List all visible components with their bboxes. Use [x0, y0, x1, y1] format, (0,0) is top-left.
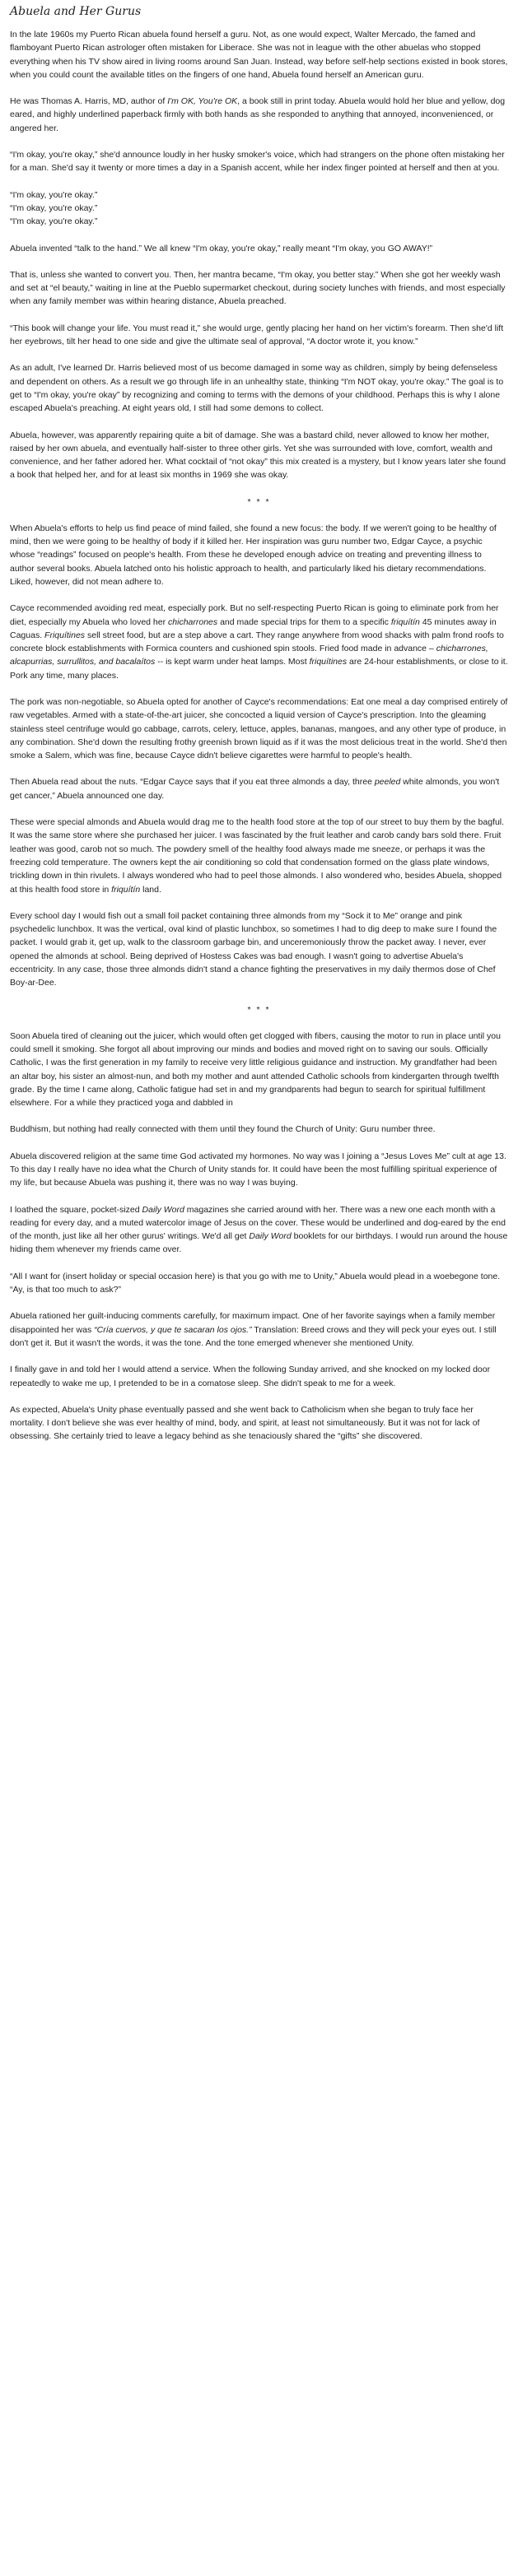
article-title: Abuela and Her Gurus: [10, 5, 142, 18]
italic-text: Friquítines: [44, 630, 86, 640]
paragraph: The pork was non-negotiable, so Abuela opted for another of Cayce's recommendations: Eat one meal a day comprised entirely of raw vegetables. Armed with a state-of-the-art juicer, she concocted a liquid version of Cayce's prescription. Into the gleaming stainless steel centrifuge would go cabbage, carrots, celery, lettuce, apples, bananas, mangoes, and any other type of produce, in any combination. She'd down the resulting frothy greenish brown liquid as if it was the most delicious treat in the world. She'd then smoke a Salem, which was fine, because Cayce didn't believe cigarettes were harmful to people's health.: [10, 696, 508, 761]
italic-text: chicharrones: [168, 616, 218, 627]
paragraph: Cayce recommended avoiding red meat, especially pork. But no self-respecting Puerto Rican is going to eliminate pork from her diet, especially my Abuela who loved her chicharrones and made special trips for them to a specific friquítín 45 minutes away in Caguas. Friquítines sell street food, but are a step above a cart. They range anywhere from wood shacks with palm frond roofs to concrete block establishments with Formica counters and cushioned spin stools. Fried food made in advance – chicharrones, alcapurrias, surrullitos, and bacalaítos -- is kept warm under heat lamps. Most friquítines are 24-hour establishments, or close to it. Pork any time, many places.: [10, 603, 508, 681]
paragraph: These were special almonds and Abuela would drag me to the health food store at the top of our street to buy them by the bagful. It was the same store where she purchased her juicer. I was fascinated by the fruit leather and carob candy bars sold there. Fruit leather was good, carob not so much. The powdery smell of the healthy food always made me sneeze, or perhaps it was the freezing cold temperature. The owners kept the air conditioning so cold that condensation formed on the glass plate windows, trickling down in thin rivulets. I always wondered who had to peel those almonds. I also wondered who, besides Abuela, shopped at this health food store in friquítín land.: [10, 817, 505, 895]
section-separator: * * *: [247, 496, 271, 507]
italic-text: peeled: [374, 777, 401, 788]
paragraph: Abuela rationed her guilt-inducing comments carefully, for maximum impact. One of her favorite sayings when a family member disappointed her was “Cría cuervos, y que te sacaran los ojos.” Translation: Breed crows and they will peck your eyes out. I still don't get it. But it wasn't the words, it was the tone. And the tone emerged whenever she mentioned Unity.: [10, 1311, 497, 1348]
paragraph: “I'm okay, you're okay.”: [10, 216, 98, 227]
paragraph: He was Thomas A. Harris, MD, author of I'm OK, You're OK, a book still in print today. Abuela would hold her blue and yellow, dog eared, and highly underlined paperback firmly with both hands as she responded to anything that annoyed, inconvenienced, or angered her.: [10, 96, 506, 133]
paragraph: When Abuela's efforts to help us find peace of mind failed, she found a new focus: the body. If we weren't going to be healthy of mind, then we were going to be healthy of body if it killed her. Her inspiration was guru number two, Edgar Cayce, a psychic whose “readings” focused on people's health. From these he developed enough advice on treating and preventing illness to author several books. Abuela latched onto his holistic approach to health, and particularly liked his dietary recommendations. Liked, however, did not mean adhere to.: [10, 523, 497, 587]
paragraph: “All I want for (insert holiday or special occasion here) is that you go with me to Unity,” Abuela would plead in a woebegone tone. “Ay, is that too much to ask?”: [10, 1271, 501, 1295]
section-separator: * * *: [247, 1004, 271, 1015]
italic-text: “Cría cuervos, y que te sacaran los ojos.”: [94, 1324, 252, 1335]
italic-text: friquítines: [309, 657, 348, 667]
paragraph: Every school day I would fish out a small foil packet containing three almonds from my “Sock it to Me” orange and pink psychedelic lunchbox. It was the vertical, oval kind of plastic lunchbox, so sometimes I had to dig deep to make sure I found the packet. I would grab it, get up, walk to the classroom garbage bin, and unceremoniously throw the packet away. I never, ever opened the almonds at school. Being deprived of Hostess Cakes was bad enough. I wasn't going to advertise Abuela's eccentricity. In any case, those three almonds didn't stand a chance fighting the preservatives in my daily thermos dose of Chef Boy-ar-Dee.: [10, 910, 497, 988]
italic-text: friquítín: [390, 616, 420, 627]
paragraph: Then Abuela read about the nuts. “Edgar Cayce says that if you eat three almonds a day, three peeled white almonds, you won't get cancer,” Abuela announced one day.: [10, 777, 500, 801]
paragraph: Abuela discovered religion at the same time God activated my hormones. No way was I joining a “Jesus Loves Me” cult at age 13. To this day I really have no idea what the Church of Unity stands for. It could have been the most fulfilling spiritual experience of my life, but because Abuela was pushing it, there was no way I was buying.: [10, 1151, 506, 1188]
italic-text: chicharrones, alcapurrias, surrullitos, and bacalaítos: [10, 644, 488, 667]
paragraph: As expected, Abuela's Unity phase eventually passed and she went back to Catholicism when she began to truly face her mortality. I don't believe she was ever healthy of mind, body, and spirit, at least not simultaneously. But it was not for lack of obsessing. She certainly tried to leave a legacy behind as she tenaciously shared the “gifts” she discovered.: [10, 1404, 480, 1442]
paragraph: “I'm okay, you're okay.”: [10, 202, 98, 213]
italic-text: I'm OK, You're OK: [167, 96, 238, 107]
paragraph: Abuela invented “talk to the hand.” We all knew “I'm okay, you're okay,” really meant “I'm okay, you GO AWAY!”: [10, 243, 433, 253]
article-body: [10, 28, 508, 1444]
italic-text: friquítín: [111, 884, 141, 895]
paragraph: “I'm okay, you're okay.”: [10, 189, 98, 200]
italic-text: Daily Word: [249, 1231, 292, 1242]
paragraph: That is, unless she wanted to convert you. Then, her mantra became, “I'm okay, you better stay.” When she got her weekly wash and set at “el beauty,” waiting in line at the Pueblo supermarket checkout, during society lunches with friends, and most especially when any family member was within hearing distance, Abuela preached.: [10, 269, 506, 307]
paragraph: Abuela, however, was apparently repairing quite a bit of damage. She was a bastard child, never allowed to know her mother, raised by her own abuela, and eventually half-sister to three other girls. Yet she was surrounded with love, comfort, wealth and convenience, and her father adored her. What cocktail of “not okay” this mix created is a mystery, but I know years later she found a book that helped her, and for at least six months in 1969 she was okay.: [10, 430, 506, 481]
paragraph: Buddhism, but nothing had really connected with them until they found the Church of Unity: Guru number three.: [10, 1124, 436, 1135]
paragraph: “I'm okay, you're okay,” she'd announce loudly in her husky smoker's voice, which had strangers on the phone often mistaking her for a man. She'd say it twenty or more times a day in a Spanish accent, while her index finger pointed at herself and then at you.: [10, 150, 505, 174]
paragraph: Soon Abuela tired of cleaning out the juicer, which would often get clogged with fibers, causing the motor to run in place until you could smell it smoking. She forgot all about improving our minds and bodies and moved right on to saving our souls. Officially Catholic, I was the first generation in my family to receive very little religious guidance and instruction. My grandfather had been an altar boy, his sister an almost-nun, and both my mother and aunt attended Catholic schools from kindergarten through twelfth grade. By the time I came along, Catholic fatigue had set in and my grandparents had begun to search for spiritual fulfillment elsewhere. For a while they practiced yoga and dabbled in: [10, 1030, 501, 1109]
paragraph: I loathed the square, pocket-sized Daily Word magazines she carried around with her. There was a new one each month with a reading for every day, and a muted watercolor image of Jesus on the cover. These would be underlined and dog-eared by the end of the month, just like all her other gurus' writings. We'd all get Daily Word booklets for our birthdays. I would run around the house hiding them whenever my friends came over.: [10, 1204, 508, 1255]
paragraph: As an adult, I've learned Dr. Harris believed most of us become damaged in some way as children, simply by being defenseless and dependent on others. As a result we go through life in an unhealthy state, thinking “I'm NOT okay, you're okay.” The goal is to get to “I'm okay, you're okay” by recognizing and coming to terms with the demons of your childhood. Perhaps this is why I alone escaped Abuela's preaching. At eight years old, I still had some demons to collect.: [10, 363, 504, 414]
paragraph: I finally gave in and told her I would attend a service. When the following Sunday arrived, and she knocked on my locked door repeatedly to wake me up, I pretended to be in a comatose sleep. She didn't speak to me for a week.: [10, 1365, 491, 1388]
paragraph: In the late 1960s my Puerto Rican abuela found herself a guru. Not, as one would expect, Walter Mercado, the famed and flamboyant Puerto Rican astrologer often mistaken for Liberace. She was not in league with the other abuelas who stopped everything when his TV show aired in living rooms around San Juan. Instead, way before self-help sections existed in book stores, when you could count the available titles on the fingers of one hand, Abuela found herself an American guru.: [10, 30, 508, 80]
italic-text: Daily Word: [142, 1204, 184, 1215]
paragraph: “This book will change your life. You must read it,” she would urge, gently placing her hand on her victim's forearm. Then she'd lift her eyebrows, tilt her head to one side and give the ultimate seal of approval, “A doctor wrote it, you know.”: [10, 323, 504, 347]
